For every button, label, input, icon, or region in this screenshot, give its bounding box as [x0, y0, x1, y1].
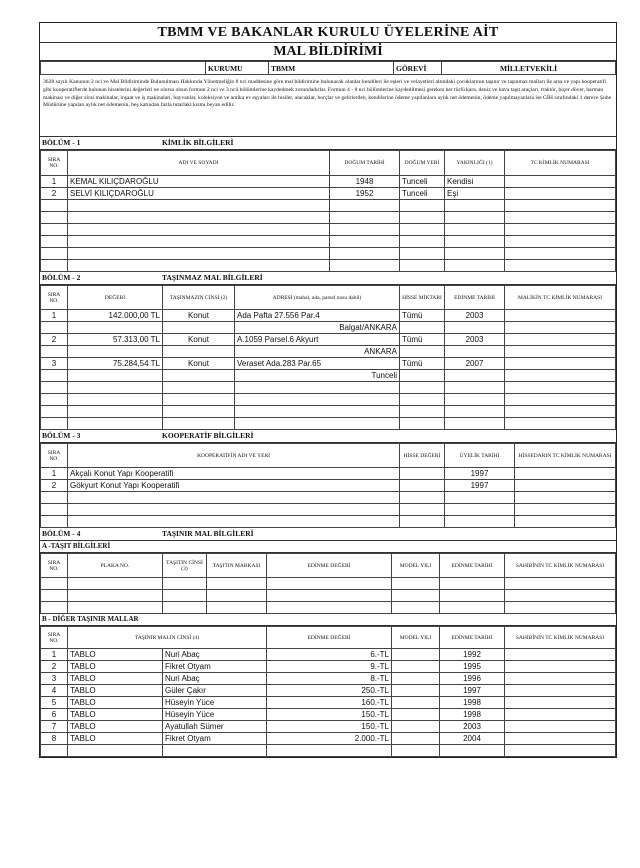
header-cell: YAKINLIĞI (1) [445, 151, 505, 176]
section-name: TAŞINIR MAL BİLGİLERİ [162, 529, 254, 538]
header-cell: EDİNME TARİHİ [440, 554, 505, 578]
header-cell: ADI VE SOYADI [68, 151, 330, 176]
table-row: 3 TABLO Nuri Abaç 8.-TL 1996 [41, 673, 616, 685]
table-row: 6 TABLO Hüseyin Yüce 150.-TL 1998 [41, 709, 616, 721]
empty-row [41, 745, 616, 757]
subsection-diger: B - DİĞER TAŞINIR MALLAR [40, 614, 616, 626]
mal-bildirimi-form [39, 22, 617, 758]
empty-row [41, 212, 616, 224]
empty-row [41, 394, 616, 406]
section-header-bolum2 [40, 272, 616, 285]
table-row: 2 57.313,00 TL Konut A.1059 Parsel.6 Akyurt Tümü 2003 [41, 334, 616, 346]
bolum4b-table [40, 626, 616, 757]
empty-row [41, 200, 616, 212]
header-cell: EDİNME TARİHİ [440, 627, 505, 649]
empty-row [41, 236, 616, 248]
table-row: 2 TABLO Fikret Otyam 9.-TL 1995 [41, 661, 616, 673]
header-cell: SAHİBİNİN TC KİMLİK NUMARASI [505, 627, 616, 649]
empty-row [41, 224, 616, 236]
table-row: 1 Akçalı Konut Yapı Kooperatifi 1997 [41, 468, 616, 480]
table-row: 1 142.000,00 TL Konut Ada Pafta 27.556 Par.4 Tümü 2003 [41, 310, 616, 322]
section-name: KOOPERATİF BİLGİLERİ [162, 431, 254, 440]
header-cell: PLAKA NO. [68, 554, 163, 578]
section-code: BÖLÜM - 3 [42, 431, 81, 440]
header-cell: SAHİBİNİN TC KİMLİK NUMARASI [505, 554, 616, 578]
empty-row [41, 590, 616, 602]
header-cell: DOĞUM YERİ [400, 151, 445, 176]
section-code: BÖLÜM - 2 [42, 273, 81, 282]
kurumu-label: KURUMU [206, 62, 269, 75]
empty-row [41, 248, 616, 260]
header-cell: KOOPERATİFİN ADI VE YERİ [68, 444, 400, 468]
empty-row [41, 260, 616, 272]
header-cell: TC KİMLİK NUMARASI [505, 151, 616, 176]
header-cell: SIRA NO. [41, 444, 68, 468]
header-cell: EDİNME TARİHİ [445, 286, 505, 310]
header-cell: SIRA NO. [41, 286, 68, 310]
empty-row [41, 602, 616, 614]
gorevi-label: GÖREVİ [394, 62, 442, 75]
header-cell: TAŞITIN MARKASI [207, 554, 267, 578]
table-row: 8 TABLO Fikret Otyam 2.000.-TL 2004 [41, 733, 616, 745]
intro-paragraph: 3628 sayılı Kanunun 2 nci ve Mal Bildiriminde Bulunulması Hakkında Yönetmeliğin 8 nci maddesine göre mal bildirimine bulunacak olanlar kendileri ile eşleri ve velayetleri altındaki çocuklarının taşınır ve taşınmaz malları ile arsa ve yapı kooperatifi gibi kooperatiflerde bulunan hisselerini değerleri ne olursa olsun formun 2 nci ve 3 ncü bölümlerine kaydedmek zorundadırlar. Formun 4 - 8 nci bölümlerine kaydedilmesi gereken her türlü kara, deniz ve hava taşıt araçları, traktör, biçer döver, harman makinası ve diğer zirai makinalar, inşaat ve iş makinaları, hayvanlar, koleksiyon ve antika ev eşyaları ile hisiler, alacaklar, borçlar ve gelirlerden, kendilerine ödeme yapılanlara aylık net ödemenin, ödeme yapılmayanlara ise GİH sınıfındaki 1 derece Şube Müdürüne yapılan aylık net ödemenin, beş katından fazla tutarlaki kısmı beyan edilir. [40, 75, 616, 137]
bolum3-table [40, 443, 616, 528]
section-name: TAŞINMAZ MAL BİLGİLERİ [162, 273, 263, 282]
table-row-continuation: Tunceli [41, 370, 616, 382]
table-row: 4 TABLO Güler Çakır 250.-TL 1997 [41, 685, 616, 697]
section-header-bolum3 [40, 430, 616, 443]
header-cell: TAŞINIR MALIN CİNSİ (4) [68, 627, 267, 649]
table-row: 5 TABLO Hüseyin Yüce 160.-TL 1998 [41, 697, 616, 709]
kurumu-value: TBMM [269, 62, 394, 75]
gorevi-value: MİLLETVEKİLİ [442, 62, 616, 75]
header-cell: ÜYELİK TARİHİ [445, 444, 515, 468]
header-cell: SIRA NO. [41, 151, 68, 176]
empty-row [41, 492, 616, 504]
header-cell: EDİNME DEĞERİ [267, 627, 392, 649]
section-code: BÖLÜM - 4 [42, 529, 81, 538]
form-subtitle: MAL BİLDİRİMİ [40, 43, 616, 61]
empty-row [41, 382, 616, 394]
header-cell: MODEL YILI [392, 627, 440, 649]
header-cell: SIRA NO. [41, 627, 68, 649]
header-cell: SIRA NO. [41, 554, 68, 578]
table-row: 1 KEMAL KILIÇDAROĞLU 1948 Tunceli Kendisi [41, 176, 616, 188]
bolum1-table [40, 150, 616, 272]
table-row: 3 75.284,54 TL Konut Veraset Ada.283 Par.65 Tümü 2007 [41, 358, 616, 370]
header-cell: DEĞERİ [68, 286, 163, 310]
section-code: BÖLÜM - 1 [42, 138, 81, 147]
table-row: 2 SELVİ KILIÇDAROĞLU 1952 Tunceli Eşi [41, 188, 616, 200]
section-header-bolum1 [40, 137, 616, 150]
empty-row [41, 578, 616, 590]
header-cell: HİSSE DEĞERİ [400, 444, 445, 468]
header-cell: TAŞITIN CİNSİ (3) [163, 554, 207, 578]
empty-row [41, 406, 616, 418]
form-title: TBMM VE BAKANLAR KURULU ÜYELERİNE AİT [40, 23, 616, 43]
table-row-continuation: Balgat/ANKARA [41, 322, 616, 334]
header-cell: HİSSEDARIN TC KİMLİK NUMARASI [515, 444, 616, 468]
header-cell: MALİKİN TC KİMLİK NUMARASI [505, 286, 616, 310]
section-header-bolum4 [40, 528, 616, 541]
header-cell: DOĞUM TARİHİ [330, 151, 400, 176]
table-row: 2 Gökyurt Konut Yapı Kooperatifi 1997 [41, 480, 616, 492]
bolum2-table [40, 285, 616, 430]
header-cell: ADRESİ (mahal, ada, parsel nosu dahil) [235, 286, 400, 310]
table-row: 1 TABLO Nuri Abaç 6.-TL 1992 [41, 649, 616, 661]
empty-row [41, 418, 616, 430]
table-row-continuation: ANKARA [41, 346, 616, 358]
subsection-tasit: A -TAŞIT BİLGİLERİ [40, 541, 616, 553]
meta-table [40, 61, 616, 75]
empty-row [41, 516, 616, 528]
empty-row [41, 504, 616, 516]
bolum4a-table [40, 553, 616, 614]
header-cell: MODEL YILI [392, 554, 440, 578]
header-cell: TAŞINMAZIN CİNSİ (2) [163, 286, 235, 310]
header-cell: EDİNME DEĞERİ [267, 554, 392, 578]
table-row: 7 TABLO Ayatullah Sümer 150.-TL 2003 [41, 721, 616, 733]
header-cell: HİSSE MİKTARI [400, 286, 445, 310]
section-name: KİMLİK BİLGİLERİ [162, 138, 234, 147]
